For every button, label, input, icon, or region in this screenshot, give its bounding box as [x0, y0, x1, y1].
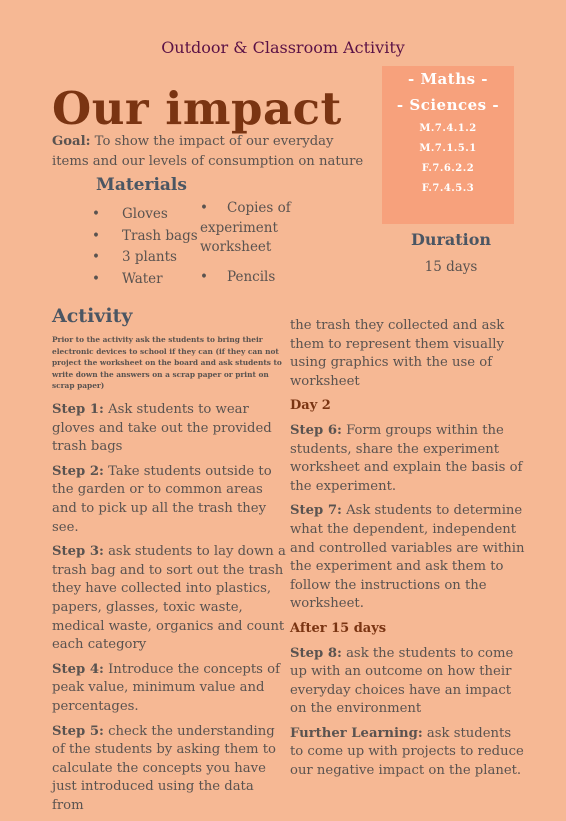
- subject-sciences: - Sciences -: [396, 96, 500, 114]
- curriculum-code: M.7.4.1.2: [419, 123, 477, 134]
- subject-maths: - Maths -: [408, 70, 488, 88]
- goal-label: Goal:: [52, 134, 91, 149]
- subjects-box: [382, 66, 514, 224]
- list-item: • Water: [92, 270, 163, 287]
- curriculum-code: M.7.1.5.1: [419, 143, 477, 154]
- list-item: • Trash bags: [92, 227, 198, 244]
- step-6: Step 6: Form groups within the students, share the experiment worksheet and explain the basis of the experiment.: [290, 422, 523, 494]
- steps-column-1: [52, 401, 287, 821]
- step-2: Step 2: Take students outside to the garden or to common areas and to pick up all the trash they see.: [52, 463, 272, 535]
- further-learning: Further Learning: ask students to come up with projects to reduce our negative impact on the planet.: [290, 725, 524, 779]
- materials-list-2: [200, 199, 300, 287]
- goal-statement: [52, 132, 372, 172]
- step-7: Step 7: Ask students to determine what the dependent, independent and controlled variables are within the experiment and ask them to follow the instructions on the worksheet.: [290, 503, 525, 612]
- activity-heading: Activity: [52, 305, 133, 327]
- materials-heading: Materials: [96, 175, 187, 195]
- step-1: Step 1: Ask students to wear gloves and take out the provided trash bags: [52, 402, 272, 455]
- activity-intro: Prior to the activity ask the students to bring their electronic devices to school if they can (if they can not project the worksheet on the board and ask students to write down the answers on a scrap paper or print on scrap paper): [52, 335, 282, 390]
- list-item: • Pencils: [200, 268, 276, 285]
- step-5: Step 5: check the understanding of the students by asking them to calculate the concepts you have just introduced using the data from: [52, 723, 276, 813]
- step-8: Step 8: ask the students to come up with an outcome on how their everyday choices have an impact on the environment: [290, 645, 514, 717]
- step-3: Step 3: ask students to lay down a trash bag and to sort out the trash they have collected into plastics, papers, glasses, toxic waste, medical waste, organics and count each category: [52, 544, 286, 653]
- list-item: • Gloves: [92, 206, 168, 222]
- curriculum-code: F.7.4.5.3: [421, 183, 475, 194]
- duration-heading: Duration: [410, 230, 492, 249]
- step-4: Step 4: Introduce the concepts of peak value, minimum value and percentages.: [52, 661, 280, 714]
- after-15-days-heading: After 15 days: [290, 620, 387, 636]
- activity-type-subtitle: Outdoor & Classroom Activity: [161, 38, 405, 57]
- duration-value: 15 days: [424, 259, 478, 275]
- list-item: • 3 plants: [92, 249, 177, 265]
- list-item: • Copies of experiment worksheet: [200, 200, 291, 255]
- materials-list-1: [92, 204, 198, 290]
- step-5-continued: the trash they collected and ask them to represent them visually using graphics with the use of worksheet: [290, 318, 505, 389]
- page-title: Our impact: [52, 82, 342, 135]
- day-2-heading: Day 2: [290, 398, 331, 414]
- steps-column-2: [290, 317, 525, 787]
- goal-text: To show the impact of our everyday items and our levels of consumption on nature: [52, 134, 364, 169]
- curriculum-code: F.7.6.2.2: [421, 163, 475, 174]
